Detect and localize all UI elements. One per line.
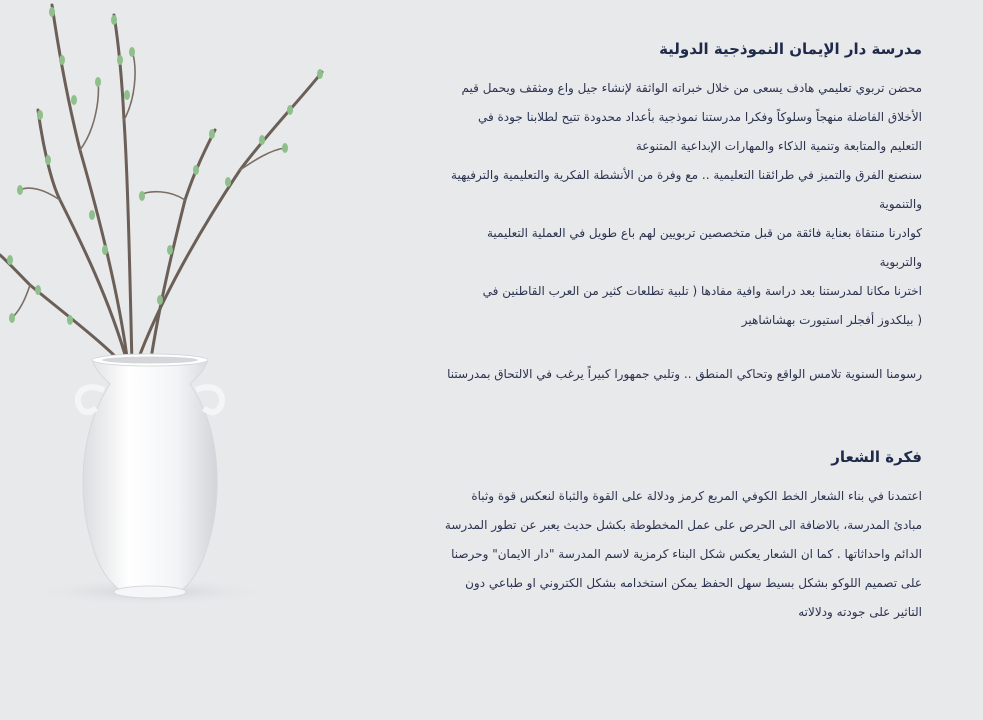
paragraph-line: ( بيلكدوز أفجلر استيورت بهشاشاهير — [741, 313, 922, 327]
paragraph-line: مبادئ المدرسة، بالاضافة الى الحرص على عمل المخطوطة بكشل حديث يعبر عن تطور المدرسة — [444, 518, 922, 532]
paragraph-line: والتنموية — [879, 197, 922, 211]
logo-idea-title: فكرة الشعار — [831, 448, 922, 466]
paragraph-line: الأخلاق الفاضلة منهجاً وسلوكاً وفكرا مدرستنا نموذجية بأعداد محدودة تتيح لطلابنا جودة في — [477, 110, 922, 124]
logo-idea-section — [300, 448, 922, 627]
vase-with-branches-illustration — [0, 0, 330, 720]
paragraph-line: كوادرنا منتقاة بعناية فائقة من قبل متخصصين تربويين لهم باع طويل في العملية التعليمية — [486, 226, 922, 240]
paragraph-line: الدائم واحداثاتها . كما ان الشعار يعكس شكل البناء كرمزية لاسم المدرسة "دار الايمان" وحرصنا — [451, 547, 922, 561]
paragraph-line: اعتمدنا في بناء الشعار الخط الكوفي المربع كرمز ودلالة على القوة والثباة لنعكس قوة وثباة — [471, 489, 922, 503]
paragraph-line: التعليم والمتابعة وتنمية الذكاء والمهارات الإبداعية المتنوعة — [635, 139, 922, 153]
paragraph-line: اخترنا مكانا لمدرستنا بعد دراسة وافية مفادها ( تلبية تطلعات كثير من العرب القاطنين في — [482, 284, 922, 298]
blank-line — [300, 335, 922, 360]
paragraph-line: على تصميم اللوكو بشكل بسيط سهل الحفظ يمكن استخدامه بشكل الكتروني او طباعي دون — [465, 576, 922, 590]
paragraph-line: والتربوية — [879, 255, 922, 269]
about-school-section — [300, 40, 922, 389]
school-title: مدرسة دار الإيمان النموذجية الدولية — [659, 40, 922, 58]
paragraph-line: التاثير على جودته ودلالاته — [798, 605, 922, 619]
paragraph-line: سنصنع الفرق والتميز في طرائقنا التعليمية .. مع وفرة من الأنشطة الفكرية والتعليمية والترفيهية — [451, 168, 922, 182]
paragraph-line: محضن تربوي تعليمي هادف يسعى من خلال خبراته الواثقة لإنشاء جيل واع ومثقف ويحمل قيم — [461, 81, 922, 95]
paragraph-line: رسومنا السنوية تلامس الواقع وتحاكي المنطق .. وتلبي جمهورا كبيراً يرغب في الالتحاق بمدرستنا — [447, 367, 922, 381]
